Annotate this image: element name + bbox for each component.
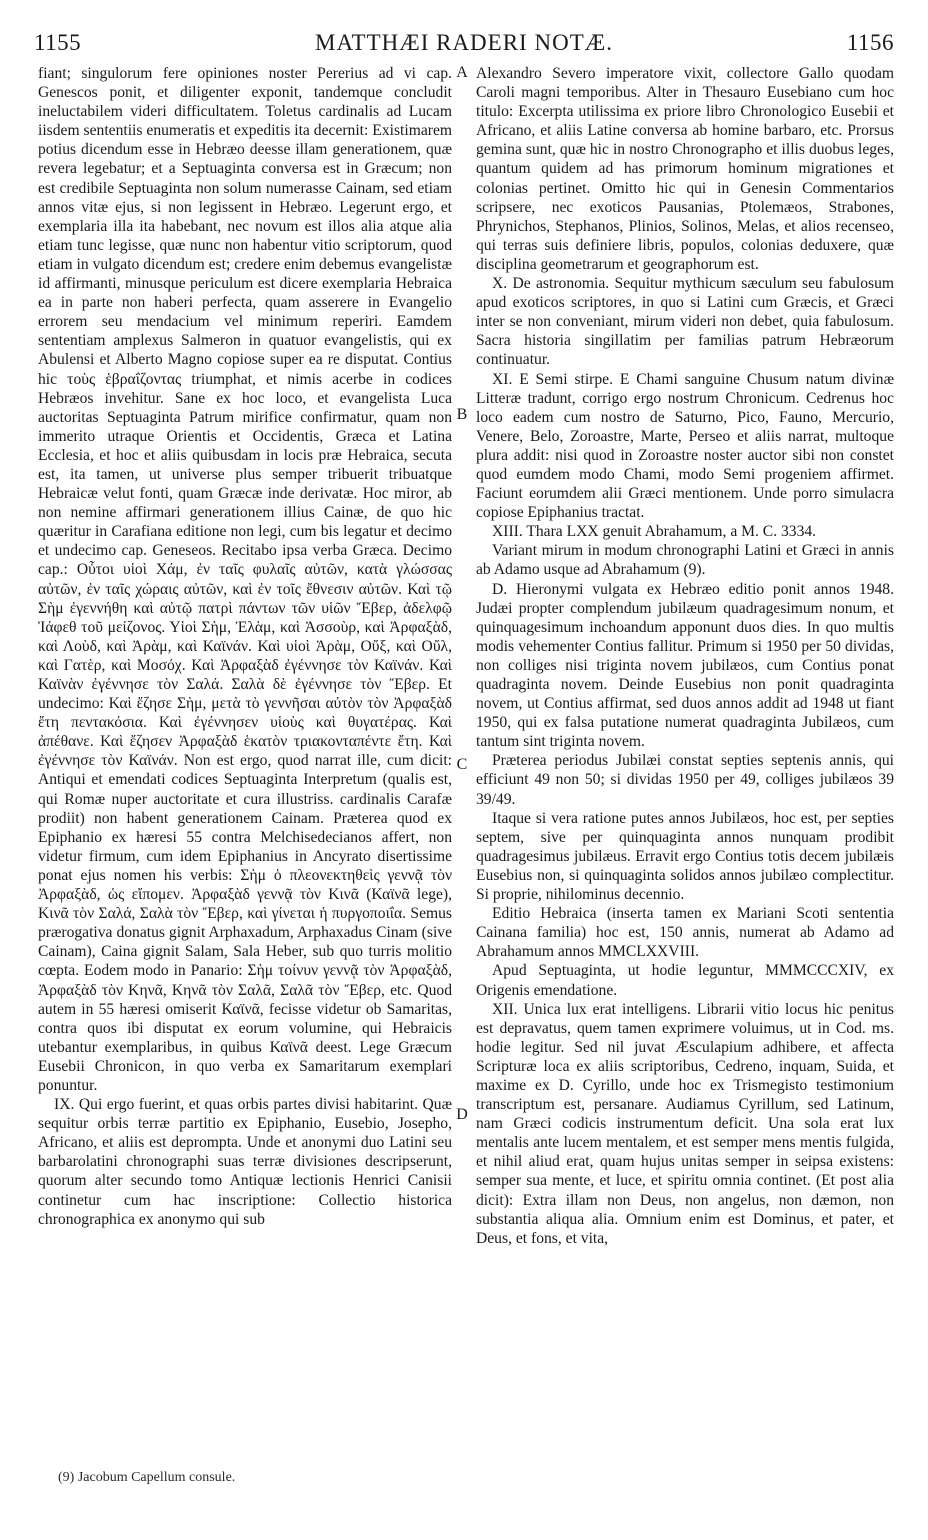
running-title: MATTHÆI RADERI NOTÆ. (315, 30, 613, 55)
gutter-letter: D (456, 1106, 468, 1123)
page-number-right: 1156 (846, 30, 894, 55)
right-paragraph: Præterea periodus Jubilæi constat septies septenis annis, qui efficiunt 49 non 50; si dividas 1950 per 49, colliges jubilæos 39 39/49. (476, 752, 894, 808)
gutter-letter: A (456, 64, 468, 81)
right-paragraph: XII. Unica lux erat intelligens. Librarii vitio locus hic penitus est depravatus, quem tamen exprimere voluimus, ut in Cod. ms. hodie legitur. Sed nil juvat Æsculapium adhibere, et affecta Scripturæ loca ex aliis scriptoribus, Cedreno, inquam, Suida, et maxime ex D. Cyrillo, unde hoc ex Trismegisto testimonium transcriptum est, persanare. Audiamus Cyrillum, sed Latinum, nam Græci codicis instrumentum deficit. Una sola erat lux mentalis ante lucem mentalem, et est semper mens mentis fulgida, et nihil aliud erat, quam hujus unitas semper in seipsa existens: semper sua mente, et luce, et spiritu omnia continet. (Et post alia dicit): Extra illam non Deus, non angelus, non dæmon, non substantia aliqua alia. Omnium enim est Dominus, et pater, et Deus, et fons, et vita, (476, 1000, 894, 1247)
right-paragraph: Editio Hebraica (inserta tamen ex Mariani Scoti sententia Cainana familia) hoc est, 150 annis, numerat ab Adamo ad Abrahamum annos MMCLXXVIII. (476, 905, 894, 961)
running-header (34, 30, 894, 58)
gutter-letter: B (456, 406, 468, 423)
right-paragraph: Apud Septuaginta, ut hodie leguntur, MMMCCCXIV, ex Origenis emendatione. (476, 962, 894, 999)
right-paragraph: X. De astronomia. Sequitur mythicum sæculum seu fabulosum apud exoticos scriptores, in quo si Latini cum Græcis, et Græci inter se non conveniant, mirum videri non debet, quia fabulosum. Sacra historia singillatim per familias patrum Hebræorum continuatur. (476, 275, 894, 369)
right-paragraph: D. Hieronymi vulgata ex Hebræo editio ponit annos 1948. Judæi propter complendum jubilæum quadragesimum nonum, et quinquagesimum inchoandum apponunt duos dies. In quo multis modis vehementer Contius fallitur. Primum si 1950 per 50 dividas, non colliges nisi triginta novem jubilæos, cum Contius ponat quadraginta novem. Deinde Eusebius non ponit quadraginta novem, ut Contius affirmat, sed duos annos addit ad 1948 ut fiant 1950, qui ex falsa putatione numerat quadraginta Jubilæos, cum tantum sint triginta novem. (476, 580, 894, 751)
right-column (476, 64, 894, 1464)
page-number-left: 1155 (34, 30, 82, 55)
left-paragraph: IX. Qui ergo fuerint, et quas orbis partes divisi habitarint. Quæ sequitur orbis terræ partitio ex Epiphanio, Eusebio, Josepho, Africano, et aliis est deprompta. Unde et anonymi duo Latini seu barbarolatini chronographi suas terræ divisiones descripserunt, quorum alter secundo tomo Antiquæ lectionis Henrici Canisii continetur cum hac inscriptione: Collectio historica chronographica ex anonymo qui sub (38, 1096, 452, 1228)
right-paragraph: Alexandro Severo imperatore vixit, collectore Gallo quodam Caroli magni temporibus. Alter in Thesauro Eusebiano cum hoc titulo: Excerpta utilissima ex priore libro Chronologico Eusebii et Africano, et aliis Latine conversa ab homine barbaro, etc. Prorsus gemina sunt, quæ hic in nostro Chronographo et illis duobus leges, quantum quidem ad has primorum hominum migrationes et colonias pertinet. Omitto hic qui in Genesin Commentarios scripsere, nec exoticos Pausanias, Ptolemæos, Strabones, Phrynichos, Stephanos, Plinios, Solinos, Melas, et alios recenseo, qui terras suis definiere libris, populos, colonias deduxere, quæ disciplina geometrarum et geographorum est. (476, 65, 894, 273)
gutter-letter: C (456, 756, 468, 773)
footnote: (9) Jacobum Capellum consule. (58, 1470, 236, 1485)
left-column (38, 64, 452, 1464)
right-paragraph: Itaque si vera ratione putes annos Jubilæos, hoc est, per septies septem, sive per quinquaginta annos nunquam prodibit quadragesimus jubilæus. Erravit ergo Contius totis decem jubilæis Eusebius non, si quinquaginta solidos annos jubilæo complectitur. Si proprie, nihilominus decennio. (476, 809, 894, 904)
right-paragraph: Variant mirum in modum chronographi Latini et Græci in annis ab Adamo usque ad Abrahamum (9). (476, 542, 894, 579)
right-paragraph: XIII. Thara LXX genuit Abrahamum, a M. C. 3334. (492, 523, 817, 541)
left-paragraph: fiant; singulorum fere opiniones noster Pererius ad vi cap. Genescos ponit, et diligenter exponit, tandemque concludit ineluctabilem videri difficultatem. Toletus cardinalis ad Lucam iisdem sententiis enumeratis et expeditis ita decernit: Existimarem potius dicendum esse in Hebræo deesse illam generationem, quæ revera legebatur; et a Septuaginta conversa est in Græcum; non est credibile Septuaginta non solum numerasse Cainam, sed etiam annos vitæ ejus, si non legissent in Hebræo. Legerunt ergo, et exemplaria illa ita habebant, nec novum est illos alia atque alia etiam tunc legisse, quæ nunc non habentur vitio scriptorum, quod etiam in vulgato dicendum est; credere enim debemus evangelistæ id affirmanti, minusque periculum est dicere exemplaria Hebraica ea in parte non haberi perfecta, quam asserere in Evangelio errorem seu mendacium vel minimum reperiri. Eamdem sententiam amplexus Salmeron in quatuor evangelistis, qui ex Abulensi et Alberto Magno copiose super ea re disputat. Contius hic τοὺς ἑβραΐζοντας triumphat, et nimis acerbe in codices Hebræos invehitur. Sane ex hoc loco, et evangelista Luca auctoritas Septuaginta Patrum mirifice confirmatur, quam non immerito utraque Orientis et Occidentis, Græca et Latina Ecclesia, et hoc et aliis quibusdam in locis præ Hebraica, secuta est, ita tamen, ut universe plus semper tribuerit tribuatque Hebraicæ velut fonti, quam Græcæ inde derivatæ. Hoc miror, ab non nemine affirmari generationem illius Cainæ, de quo hic quæritur in Carafiana editione non legi, cum bis legatur et decimo et undecimo cap. Geneseos. Recitabo ipsa verba Græca. Decimo cap.: Οὗτοι υἱοὶ Χάμ, ἐν ταῖς φυλαῖς αὐτῶν, κατὰ γλώσσας αὐτῶν, ἐν ταῖς χώραις αὐτῶν, καὶ ἐν τοῖς ἔθνεσιν αὐτῶν. Καὶ τῷ Σὴμ ἐγεννήθη καὶ αὐτῷ πατρὶ πάντων τῶν υἱῶν Ἔβερ, ἀδελφῷ Ἰάφεθ τοῦ μείζονος. Υἱοὶ Σὴμ, Ἐλὰμ, καὶ Ἀσσοὺρ, καὶ Ἀρφαξὰδ, καὶ Λοὺδ, καὶ Ἀρὰμ, καὶ Καϊνάν. Καὶ υἱοὶ Ἀρὰμ, Οὔξ, καὶ Οὔλ, καὶ Γατὲρ, καὶ Μοσόχ. Καὶ Ἀρφαξὰδ ἐγέννησε τὸν Καϊνάν. Καὶ Καϊνὰν ἐγέννησε τὸν Σαλά. Σαλὰ δὲ ἐγέννησε τὸν Ἔβερ. Et undecimo: Καὶ ἔζησε Σὴμ, μετὰ τὸ γεννῆσαι αὐτὸν τὸν Ἀρφαξὰδ ἔτη πεντακόσια. Καὶ ἐγέννησεν υἱοὺς καὶ θυγατέρας. Καὶ ἀπέθανε. Καὶ ἔζησεν Ἀρφαξὰδ ἑκατὸν τριακονταπέντε ἔτη. Καὶ ἐγέννησε τὸν Καϊνάν. Non est ergo, quod narrat ille, cum dicit: Antiqui et emendati codices Septuaginta Interpretum (qualis est, qui Romæ nuper auctoritate et cura illustriss. cardinalis Carafæ prodiit) non habent generationem Cainam. Præterea quod ex Epiphanio ex hæresi 55 contra Melchisedecianos affert, non videtur firmum, cum idem Epiphanius in Ancyrato disertissime ponat ejus nomen his verbis: Σὴμ ὁ πλεονεκτηθεὶς γεννᾷ τὸν Ἀρφαξὰδ, ὡς εἴπομεν. Ἀρφαξὰδ γεννᾷ τὸν Κινᾶ (Καϊνᾶ lege), Κινᾶ τὸν Σαλά, Σαλὰ τὸν Ἔβερ, καὶ γίνεται ἡ πυργοποιΐα. Semus prærogativa donatus gignit Arphaxadum, Arphaxadus Cinam (sive Cainam), Caina gignit Salam, Sala Heber, sub quo turris molitio cœpta. Eodem modo in Panario: Σὴμ τοίνυν γεννᾷ τὸν Ἀρφαξὰδ, Ἀρφαξὰδ τὸν Κηνᾶ, Κηνᾶ τὸν Σαλᾶ, Σαλᾶ τὸν Ἔβερ, etc. Quod autem in 55 hæresi omiserit Καϊνᾶ, fecisse videtur ob Samaritas, contra quos ibi disputat ex eorum volumine, qui Hebraicis utebantur exemplaribus, in quibus Καϊνᾶ deest. Lege Græcum Eusebii Chronicon, in quo verba ex Samaritarum exemplari ponuntur. (38, 65, 452, 1094)
right-paragraph: XI. E Semi stirpe. E Chami sanguine Chusum natum divinæ Litteræ tradunt, corrigo ergo nostrum Chronicum. Cedrenus hoc loco eadem cum nostro de Saturno, Pico, Fauno, Mercurio, Venere, Belo, Zoroastre, Marte, Perseo et aliis narrat, multoque plura addit: nisi quod in Zoroastre noster auctor sibi non constet quod eumdem modo Chami, modo Semi progeniem affirmet. Faciunt eorumdem alii Græci mentionem. Unde porro simulacra copiose Epiphanius tractat. (476, 370, 894, 522)
